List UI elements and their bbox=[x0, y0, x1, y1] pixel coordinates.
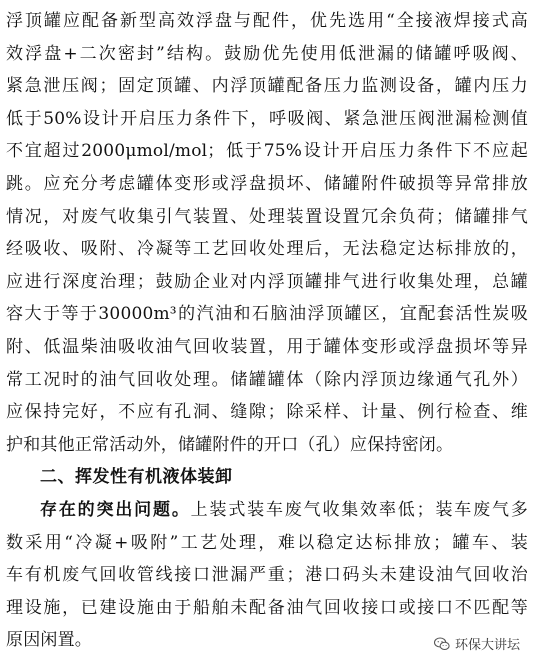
wechat-icon bbox=[433, 635, 451, 653]
problem-line: 理设施，已建设施由于船舶未配备油气回收接口或接口不匹配等 bbox=[6, 597, 528, 618]
body-line: 护和其他正常活动外，储罐附件的开口（孔）应保持密闭。 bbox=[6, 434, 454, 455]
problem-line: 数采用“冷凝+吸附”工艺处理，难以稳定达标排放；罐车、装 bbox=[6, 532, 528, 553]
body-line: 附、低温柴油吸收油气回收装置，用于罐体变形或浮盘损坏等异 bbox=[6, 336, 528, 357]
body-line: 经吸收、吸附、冷凝等工艺回收处理后，无法稳定达标排放的， bbox=[6, 239, 528, 260]
watermark bbox=[429, 632, 524, 655]
problem-label: 存在的突出问题。 bbox=[40, 499, 191, 520]
body-line: 低于50%设计开启压力条件下，呼吸阀、紧急泄压阀泄漏检测值 bbox=[6, 108, 528, 129]
problem-line: 原因闲置。 bbox=[6, 630, 92, 651]
body-line: 容大于等于30000m³的汽油和石脑油浮顶罐区，宜配套活性炭吸 bbox=[6, 304, 528, 325]
body-line: 常工况时的油气回收处理。储罐罐体（除内浮顶边缘通气孔外） bbox=[6, 369, 528, 390]
problem-first-line bbox=[6, 494, 528, 527]
body-line: 紧急泄压阀；固定顶罐、内浮顶罐配备压力监测设备，罐内压力 bbox=[6, 76, 528, 97]
problem-line: 上装式装车废气收集效率低；装车废气多 bbox=[190, 499, 528, 520]
problem-line: 车有机废气回收管线接口泄漏严重；港口码头未建设油气回收治 bbox=[6, 565, 528, 586]
body-line: 跳。应充分考虑罐体变形或浮盘损坏、储罐附件破损等异常排放 bbox=[6, 173, 528, 194]
body-line: 不宜超过2000μmol/mol；低于75%设计开启压力条件下不应起 bbox=[6, 141, 528, 162]
body-line: 效浮盘+二次密封”结构。鼓励优先使用低泄漏的储罐呼吸阀、 bbox=[6, 43, 528, 64]
body-line: 情况，对废气收集引气装置、处理装置设置冗余负荷；储罐排气 bbox=[6, 206, 528, 227]
body-line: 应保持完好，不应有孔洞、缝隙；除采样、计量、例行检查、维 bbox=[6, 402, 528, 423]
section-heading: 二、挥发性有机液体装卸 bbox=[40, 467, 233, 488]
body-line: 浮顶罐应配备新型高效浮盘与配件，优先选用“全接液焊接式高 bbox=[6, 11, 528, 31]
watermark-text: 环保大讲坛 bbox=[454, 638, 520, 653]
body-line: 应进行深度治理；鼓励企业对内浮顶罐排气进行收集处理，总罐 bbox=[6, 271, 528, 292]
